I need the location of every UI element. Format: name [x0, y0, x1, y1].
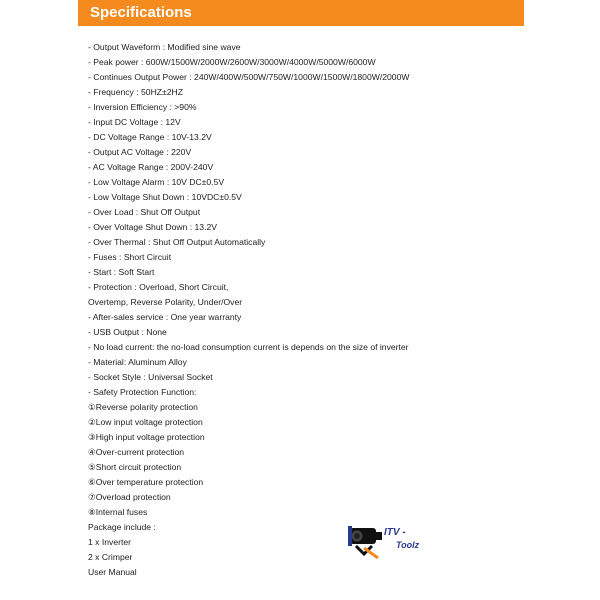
spec-line: - DC Voltage Range : 10V-13.2V [88, 132, 212, 142]
spec-line: - Peak power : 600W/1500W/2000W/2600W/3000W/4000W/5000W/6000W [88, 57, 376, 67]
spec-line: - Low Voltage Shut Down : 10VDC±0.5V [88, 192, 242, 202]
header-bar [78, 0, 524, 26]
spec-line: - AC Voltage Range : 200V-240V [88, 162, 214, 172]
spec-line: ⑦Overload protection [88, 492, 171, 502]
camera-logo-icon [344, 518, 388, 562]
spec-line: - Inversion Efficiency : >90% [88, 102, 197, 112]
spec-page [78, 0, 524, 600]
spec-line: User Manual [88, 567, 137, 577]
brand-logo [344, 518, 434, 562]
logo-text-line1: ITV - [384, 527, 406, 538]
spec-line: 2 x Crimper [88, 552, 133, 562]
spec-line: ①Reverse polarity protection [88, 402, 198, 412]
spec-line: ④Over-current protection [88, 447, 185, 457]
spec-line: Package include : [88, 522, 156, 532]
spec-line: ③High input voltage protection [88, 432, 205, 442]
spec-line: - Continues Output Power : 240W/400W/500W/750W/1000W/1500W/1800W/2000W [88, 72, 410, 82]
spec-line: - Frequency : 50HZ±2HZ [88, 87, 183, 97]
logo-text-line2: Toolz [396, 540, 420, 550]
spec-line: - Socket Style : Universal Socket [88, 372, 213, 382]
page-title: Specifications [90, 4, 192, 21]
spec-line: ⑧Internal fuses [88, 507, 148, 517]
spec-line: - Output Waveform : Modified sine wave [88, 42, 241, 52]
spec-line: - Over Thermal : Shut Off Output Automatically [88, 237, 266, 247]
spec-line: ⑥Over temperature protection [88, 477, 204, 487]
spec-list [88, 40, 518, 580]
spec-line: - No load current: the no-load consumption current is depends on the size of inverter [88, 342, 409, 352]
spec-line: - Over Voltage Shut Down : 13.2V [88, 222, 217, 232]
spec-line: Overtemp, Reverse Polarity, Under/Over [88, 297, 243, 307]
spec-line: - Output AC Voltage : 220V [88, 147, 192, 157]
spec-line: - After-sales service : One year warranty [88, 312, 242, 322]
spec-line: - Over Load : Shut Off Output [88, 207, 201, 217]
spec-line: - Input DC Voltage : 12V [88, 117, 181, 127]
spec-line: ⑤Short circuit protection [88, 462, 182, 472]
spec-line: - USB Output : None [88, 327, 167, 337]
spec-line: ②Low input voltage protection [88, 417, 203, 427]
spec-line: - Material: Aluminum Alloy [88, 357, 187, 367]
spec-line: - Start : Soft Start [88, 267, 155, 277]
spec-line: - Fuses : Short Circuit [88, 252, 172, 262]
spec-line: - Low Voltage Alarm : 10V DC±0.5V [88, 177, 225, 187]
spec-line: - Safety Protection Function: [88, 387, 197, 397]
spec-line: - Protection : Overload, Short Circuit, [88, 282, 229, 292]
spec-line: 1 x Inverter [88, 537, 131, 547]
